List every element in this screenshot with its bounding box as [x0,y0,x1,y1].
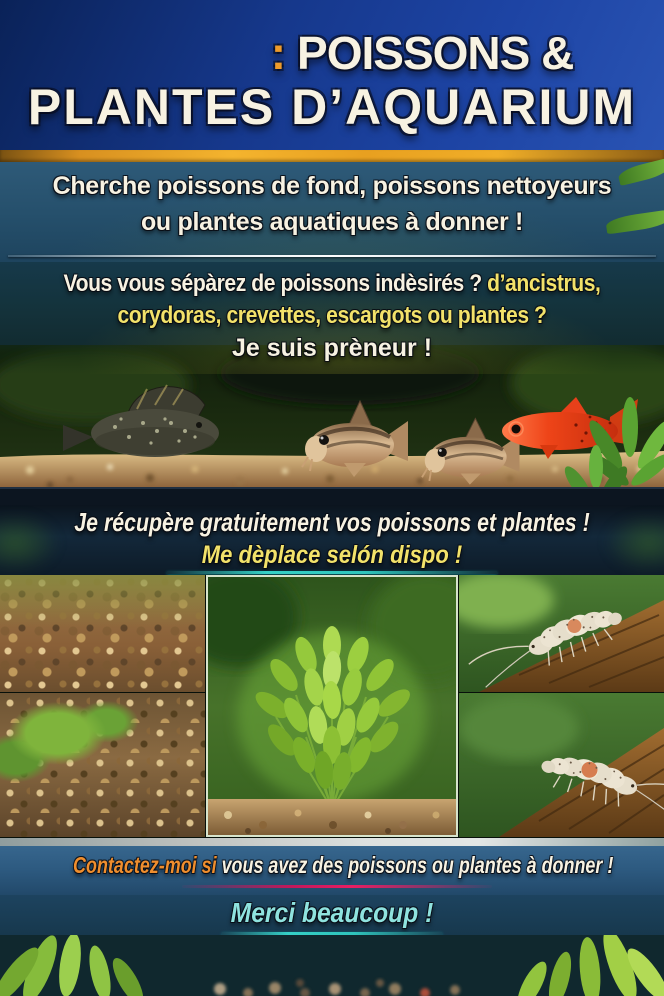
sprouts-photo [0,693,205,837]
contact-line [73,852,614,879]
question-section [0,262,664,374]
footer-photo [0,935,664,996]
shrimp-photo-illustration [459,575,664,692]
thanks-line: Merci beaucoup ! [230,897,434,928]
contact-highlight: Contactez-moi si [73,852,222,878]
sand-band-decoration [0,150,664,162]
plant-photo-illustration [208,577,456,836]
intro-line2: ou plantes aquatiques à donner ! [140,208,524,236]
intro-line1: Cherche poissons de fond, poissons nettoyeurs [52,172,612,200]
shrimp-photo-top [459,575,664,692]
offer-line1: Je récupère gratuitement vos poissons et plantes ! [74,507,590,537]
footer-photo-illustration [0,935,664,996]
question-line3: Je suis prèneur ! [231,334,433,362]
question-line1-yellow: d’ancistrus, [487,270,601,297]
cyan-underline-decoration [167,571,497,574]
title-line2: PLANTES D’AQUARIUM [27,79,637,135]
question-line1 [40,270,624,298]
offer-section [0,505,664,575]
intro-section [0,162,664,262]
contact-section [0,838,664,895]
title-line1-text: POISSONS & [297,27,574,79]
divider-line [8,255,656,257]
thanks-section [0,895,664,935]
contact-rest: vous avez des poissons ou plantes à donner ! [221,852,614,878]
offer-line2: Me dèplace selón dispo ! [201,541,463,569]
photo-collage [0,575,664,838]
gravel-photo [0,575,205,692]
question-line1-white: Vous vous sépàrez de poissons indèsirés ? [63,270,488,297]
title-line1 [0,26,664,80]
header-section [0,0,664,162]
plant-photo [206,575,458,837]
shrimp-photo-illustration [459,693,664,837]
question-line2: corydoras, crevettes, escargots ou plantes ? [117,302,547,329]
shrimp-photo-bottom [459,693,664,837]
title-colon: : [270,27,286,79]
red-underline-decoration [182,885,492,888]
